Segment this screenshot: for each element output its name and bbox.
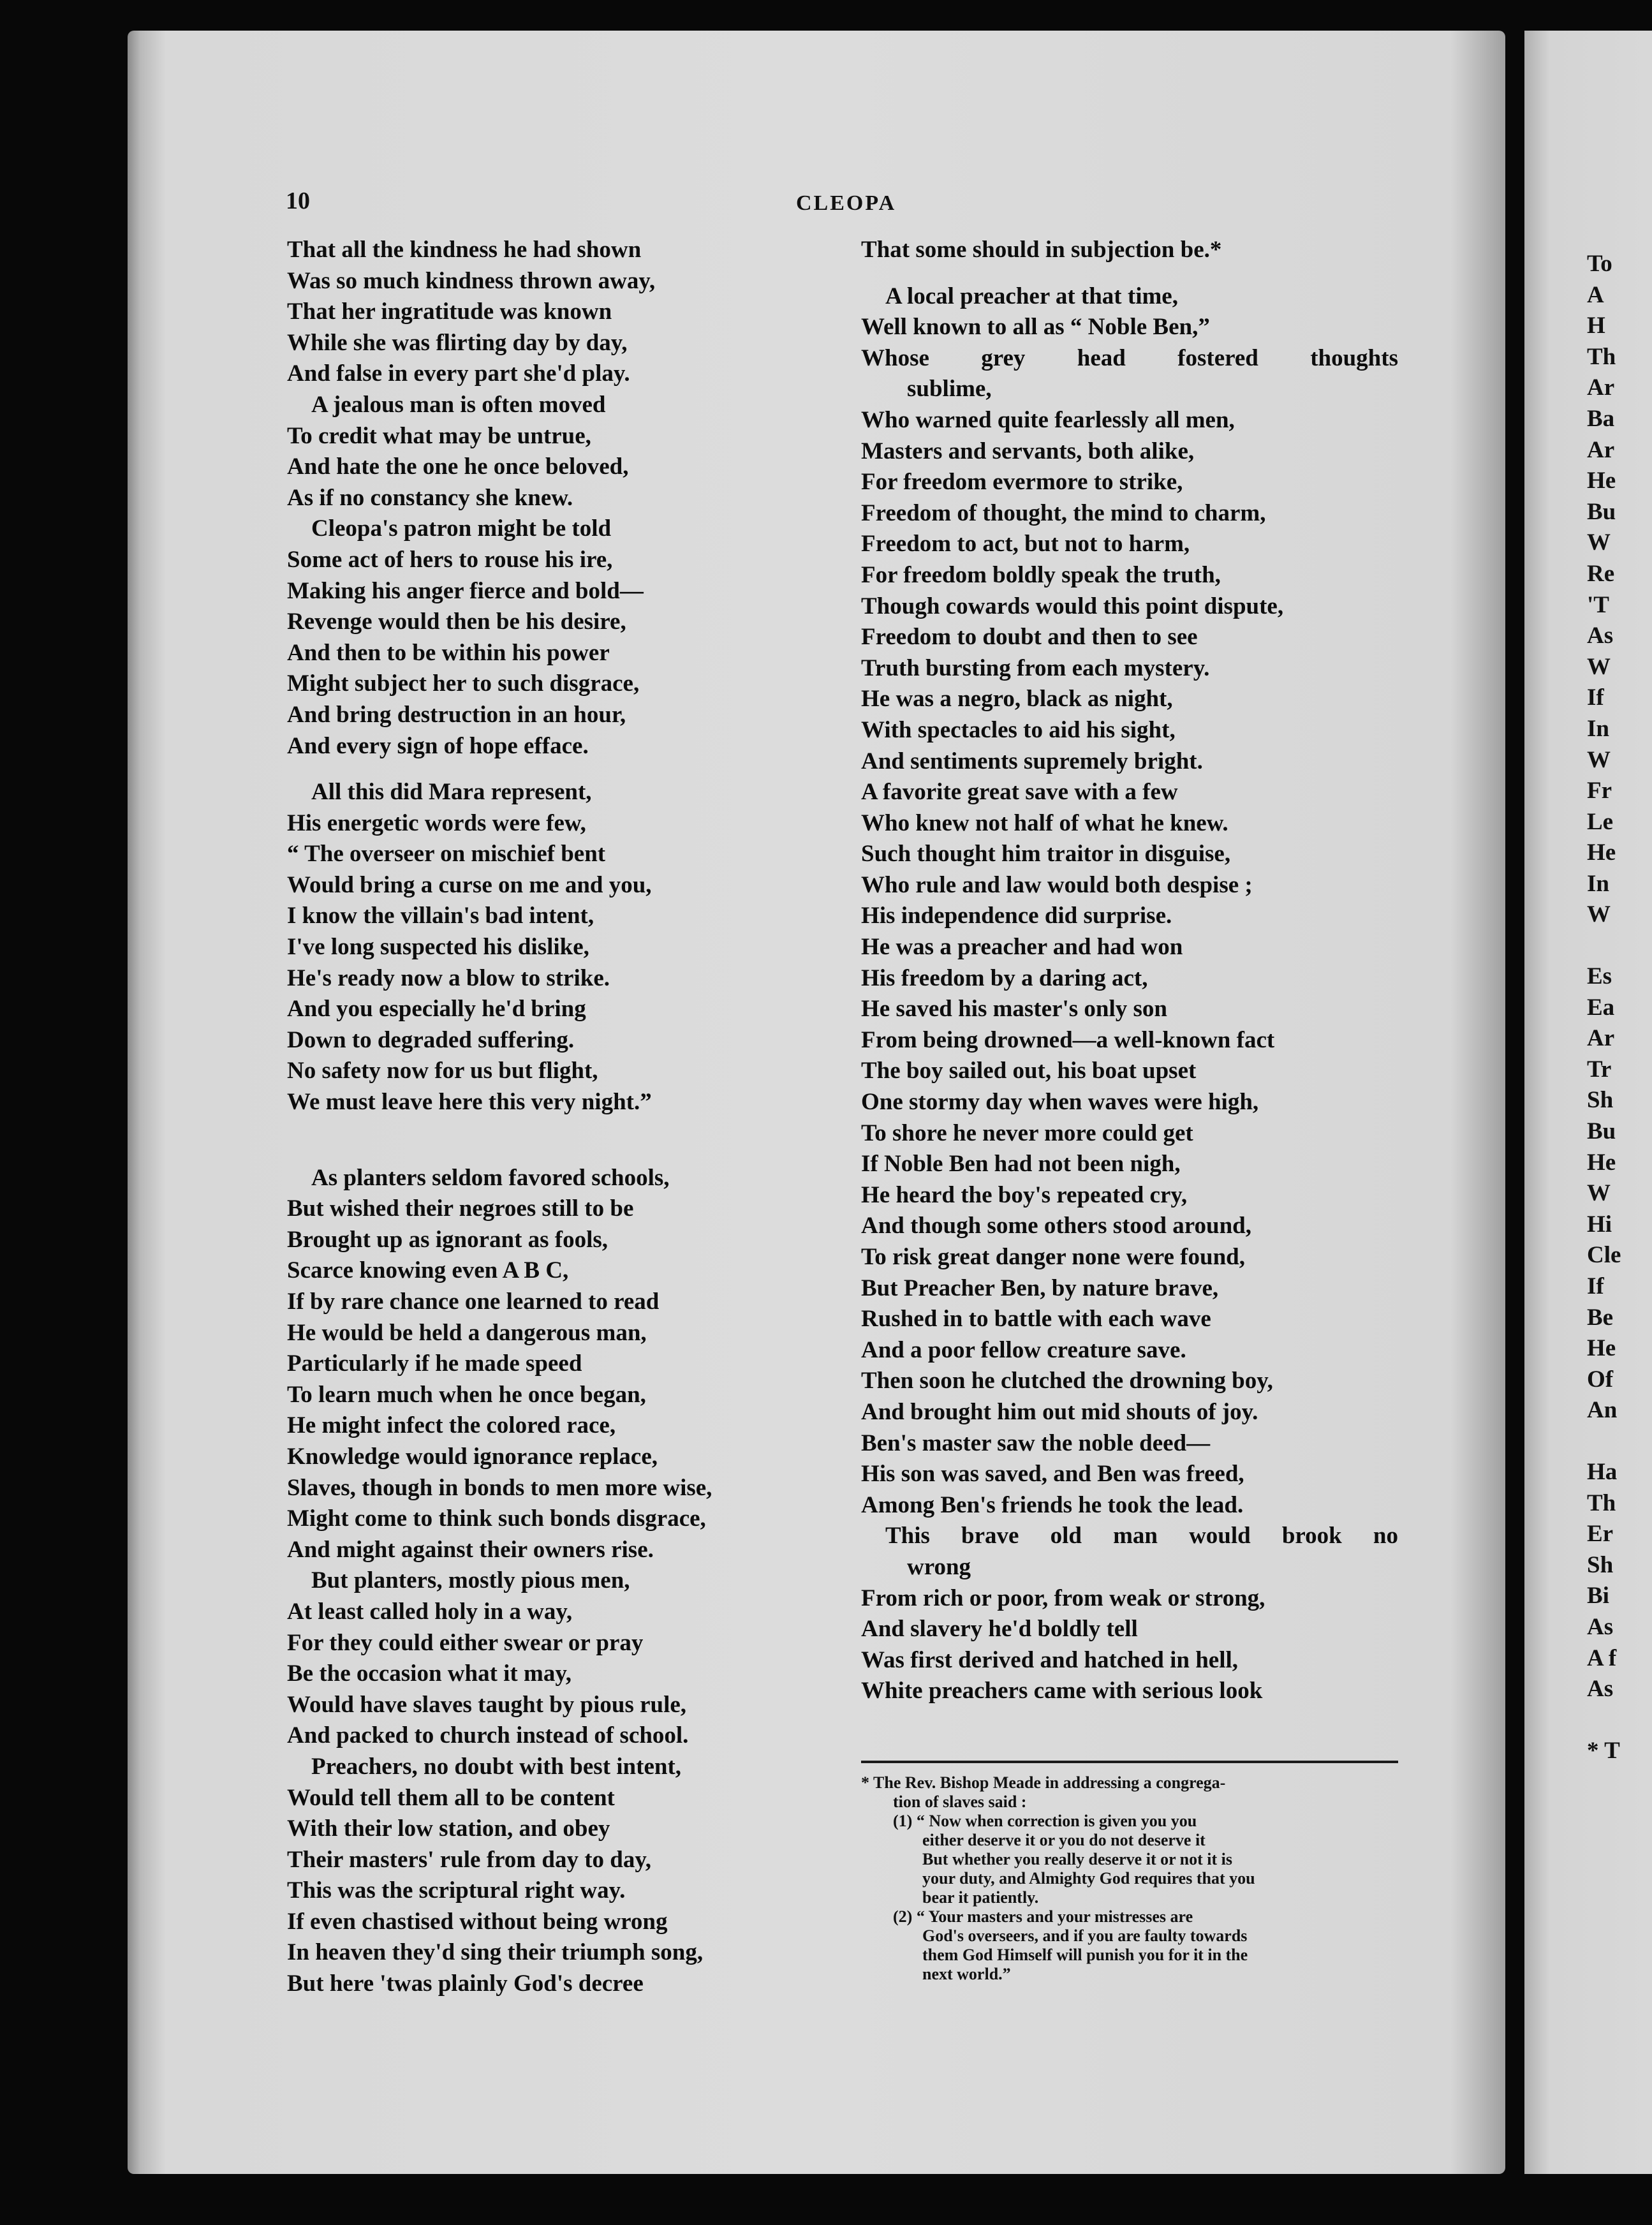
word: Whose <box>861 344 929 371</box>
poem-line: His energetic words were few, <box>287 809 586 836</box>
word: would <box>1189 1523 1251 1549</box>
poem-line: A local preacher at that time, <box>885 283 1178 309</box>
facing-page-fragment: Th <box>1587 343 1616 370</box>
poem-line <box>861 1521 1398 1552</box>
word: brave <box>961 1523 1019 1549</box>
poem-line: Well known to all as “ Noble Ben,” <box>861 314 1210 341</box>
facing-page-fragment: Ha <box>1587 1458 1618 1485</box>
stanza-gap <box>861 266 1410 281</box>
poem-line: To learn much when he once began, <box>287 1381 646 1408</box>
poem-line: One stormy day when waves were high, <box>861 1089 1259 1116</box>
footnote-line: * The Rev. Bishop Meade in addressing a congrega- <box>861 1773 1226 1792</box>
footnote-rule <box>861 1761 1398 1763</box>
facing-page-fragment: If <box>1587 684 1604 711</box>
poem-line: He might infect the colored race, <box>287 1412 616 1439</box>
facing-page-fragment: As <box>1587 1676 1614 1703</box>
poem-line: And bring destruction in an hour, <box>287 701 626 728</box>
poem-line: Might subject her to such disgrace, <box>287 670 640 697</box>
facing-page-fragment: Ea <box>1587 994 1615 1021</box>
poem-right-column <box>861 235 1410 1707</box>
poem-line: Freedom to doubt and then to see <box>861 624 1198 651</box>
poem-line: Preachers, no doubt with best intent, <box>311 1753 682 1780</box>
footnote-line: (1) “ Now when correction is given you you <box>893 1812 1197 1830</box>
poem-line: Ben's master saw the noble deed— <box>861 1430 1211 1456</box>
poem-line: Revenge would then be his desire, <box>287 609 626 635</box>
facing-page-fragment <box>1587 1426 1621 1457</box>
facing-page-fragment: As <box>1587 623 1614 649</box>
poem-line: But wished their negroes still to be <box>287 1195 634 1222</box>
facing-page-fragment <box>1587 931 1621 961</box>
facing-page-fragment: He <box>1587 839 1616 866</box>
facing-page-fragment: As <box>1587 1613 1614 1640</box>
poem-line: But here 'twas plainly God's decree <box>287 1970 644 1997</box>
facing-page-fragment: Bi <box>1587 1583 1609 1609</box>
poem-line: Rushed in to battle with each wave <box>861 1306 1211 1333</box>
poem-line: To credit what may be untrue, <box>287 422 591 449</box>
facing-page-fragment: Hi <box>1587 1211 1612 1238</box>
word: fostered <box>1177 344 1258 371</box>
poem-line: And you especially he'd bring <box>287 996 586 1023</box>
facing-page-fragment: Er <box>1587 1521 1614 1548</box>
facing-page-fragment: He <box>1587 1149 1616 1176</box>
poem-line: With their low station, and obey <box>287 1815 610 1842</box>
poem-line: His independence did surprise. <box>861 903 1172 929</box>
poem-line: But Preacher Ben, by nature brave, <box>861 1275 1219 1301</box>
poem-line: And then to be within his power <box>287 639 610 666</box>
poem-line: I know the villain's bad intent, <box>287 903 594 929</box>
poem-line: For freedom evermore to strike, <box>861 469 1183 496</box>
poem-line: That some should in subjection be.* <box>861 237 1222 263</box>
facing-page-fragment: Es <box>1587 963 1612 990</box>
poem-line: Was first derived and hatched in hell, <box>861 1646 1239 1673</box>
facing-page-fragment: Bu <box>1587 1118 1616 1145</box>
poem-line: Though cowards would this point dispute, <box>861 593 1284 619</box>
poem-line: Would bring a curse on me and you, <box>287 871 652 898</box>
facing-page-fragment: Of <box>1587 1366 1614 1393</box>
poem-line: Was so much kindness thrown away, <box>287 267 656 294</box>
facing-page-fragment: W <box>1587 529 1611 556</box>
poem-line: Knowledge would ignorance replace, <box>287 1443 658 1470</box>
poem-line: Scarce knowing even A B C, <box>287 1257 569 1284</box>
facing-page-fragment: Sh <box>1587 1087 1614 1114</box>
poem-line: That her ingratitude was known <box>287 299 612 325</box>
poem-line: Might come to think such bonds disgrace, <box>287 1505 706 1532</box>
poem-line: If even chastised without being wrong <box>287 1908 668 1935</box>
poem-line: Slaves, though in bonds to men more wise, <box>287 1474 712 1501</box>
poem-line: And every sign of hope efface. <box>287 732 589 759</box>
stanza-gap <box>287 762 836 777</box>
poem-line: Such thought him traitor in disguise, <box>861 841 1231 868</box>
poem-line: He's ready now a blow to strike. <box>287 965 610 991</box>
word: old <box>1050 1523 1082 1549</box>
footnote-line: next world.” <box>922 1965 1011 1983</box>
facing-page-fragment <box>1587 1705 1621 1736</box>
poem-line: If Noble Ben had not been nigh, <box>861 1151 1181 1178</box>
poem-line: Who knew not half of what he knew. <box>861 809 1228 836</box>
facing-page-fragment: Fr <box>1587 778 1612 804</box>
poem-line: Who rule and law would both despise ; <box>861 871 1253 898</box>
poem-line <box>861 343 1398 374</box>
poem-line: Then soon he clutched the drowning boy, <box>861 1368 1273 1394</box>
stanza-gap <box>287 1118 836 1163</box>
word: This <box>885 1523 930 1549</box>
poem-left-column <box>287 235 836 2000</box>
facing-page-fragment: Ar <box>1587 1025 1615 1052</box>
poem-line: A jealous man is often moved <box>311 391 606 418</box>
facing-page-fragment: Re <box>1587 560 1615 587</box>
facing-page-fragment: W <box>1587 653 1611 680</box>
poem-line: While she was flirting day by day, <box>287 329 628 356</box>
facing-page-fragment: W <box>1587 901 1611 928</box>
facing-page-fragment: Sh <box>1587 1551 1614 1578</box>
poem-line: And might against their owners rise. <box>287 1536 654 1563</box>
poem-line: Would tell them all to be content <box>287 1784 615 1811</box>
poem-line: Freedom of thought, the mind to charm, <box>861 499 1266 526</box>
facing-page-fragment: Ar <box>1587 436 1615 463</box>
poem-line: His son was saved, and Ben was freed, <box>861 1461 1244 1488</box>
poem-line: As planters seldom favored schools, <box>311 1164 670 1191</box>
facing-page-fragment: To <box>1587 251 1612 277</box>
poem-line: Down to degraded suffering. <box>287 1026 575 1053</box>
facing-page-fragment: Th <box>1587 1489 1616 1516</box>
poem-line: All this did Mara represent, <box>311 779 592 806</box>
poem-line: And a poor fellow creature save. <box>861 1336 1186 1363</box>
poem-line: He heard the boy's repeated cry, <box>861 1181 1188 1208</box>
facing-page-fragment: If <box>1587 1273 1604 1299</box>
poem-line: That all the kindness he had shown <box>287 237 642 263</box>
facing-page-fragment: A f <box>1587 1645 1617 1671</box>
poem-line: Truth bursting from each mystery. <box>861 654 1210 681</box>
word: thoughts <box>1310 344 1398 371</box>
poem-line: For they could either swear or pray <box>287 1629 644 1656</box>
poem-line: Particularly if he made speed <box>287 1350 582 1377</box>
facing-page-fragment: 'T <box>1587 591 1609 618</box>
poem-line: And false in every part she'd play. <box>287 360 630 387</box>
page-number: 10 <box>286 188 310 214</box>
facing-page-fragment: W <box>1587 1180 1611 1207</box>
poem-line: But planters, mostly pious men, <box>311 1567 630 1594</box>
poem-line: In heaven they'd sing their triumph song, <box>287 1939 704 1966</box>
word: head <box>1077 344 1126 371</box>
poem-line: Masters and servants, both alike, <box>861 438 1195 464</box>
poem-line: White preachers came with serious look <box>861 1678 1263 1704</box>
poem-line: To risk great danger none were found, <box>861 1244 1245 1270</box>
word: brook <box>1281 1523 1342 1549</box>
poem-line: Who warned quite fearlessly all men, <box>861 406 1235 433</box>
facing-page-fragment: Bu <box>1587 498 1616 525</box>
poem-line: From rich or poor, from weak or strong, <box>861 1585 1265 1611</box>
poem-line: To shore he never more could get <box>861 1120 1193 1146</box>
facing-page-fragment: Le <box>1587 808 1614 835</box>
poem-line: He was a preacher and had won <box>861 934 1183 961</box>
facing-page-fragment: Cle <box>1587 1242 1621 1269</box>
word: no <box>1373 1523 1398 1549</box>
facing-page-fragment: H <box>1587 313 1605 339</box>
facing-page-fragment: In <box>1587 715 1609 742</box>
poem-line: His freedom by a daring act, <box>861 965 1148 991</box>
facing-page-fragment: In <box>1587 870 1609 897</box>
poem-line: And sentiments supremely bright. <box>861 748 1203 774</box>
poem-line: Their masters' rule from day to day, <box>287 1846 652 1873</box>
word: grey <box>981 344 1026 371</box>
facing-page-fragment: * T <box>1587 1737 1620 1764</box>
poem-line: He saved his master's only son <box>861 996 1168 1023</box>
poem-line: sublime, <box>907 376 992 403</box>
footnote-line: either deserve it or you do not deserve it <box>922 1831 1206 1849</box>
footnote-line: them God Himself will punish you for it in the <box>922 1946 1248 1964</box>
footnote-line: tion of slaves said : <box>893 1793 1027 1811</box>
poem-line: And packed to church instead of school. <box>287 1722 689 1749</box>
poem-line: And hate the one he once beloved, <box>287 454 629 480</box>
poem-line: At least called holy in a way, <box>287 1598 573 1625</box>
poem-line: He was a negro, black as night, <box>861 686 1173 713</box>
poem-line: Making his anger fierce and bold— <box>287 577 644 604</box>
poem-line: He would be held a dangerous man, <box>287 1319 647 1346</box>
facing-page-fragment: He <box>1587 468 1616 494</box>
poem-line: The boy sailed out, his boat upset <box>861 1058 1197 1084</box>
footnote-line: your duty, and Almighty God requires that you <box>922 1869 1255 1888</box>
facing-page-fragment: Ba <box>1587 405 1615 432</box>
poem-line: Be the occasion what it may, <box>287 1660 572 1687</box>
poem-line: If by rare chance one learned to read <box>287 1289 660 1315</box>
poem-line: I've long suspected his dislike, <box>287 934 589 961</box>
poem-line: As if no constancy she knew. <box>287 484 573 511</box>
poem-line: A favorite great save with a few <box>861 779 1178 806</box>
facing-page-fragment: Be <box>1587 1304 1614 1331</box>
poem-line: With spectacles to aid his sight, <box>861 716 1176 743</box>
running-title: CLEOPA <box>796 191 897 215</box>
word: man <box>1113 1523 1158 1549</box>
poem-line: wrong <box>907 1553 971 1580</box>
facing-page-fragment: He <box>1587 1335 1616 1362</box>
poem-line: Among Ben's friends he took the lead. <box>861 1491 1244 1518</box>
poem-line: We must leave here this very night.” <box>287 1089 652 1116</box>
facing-page-text-edge <box>1587 249 1621 1766</box>
poem-line: And slavery he'd boldly tell <box>861 1616 1138 1643</box>
poem-line: This was the scriptural right way. <box>287 1877 626 1904</box>
poem-line: For freedom boldly speak the truth, <box>861 561 1221 588</box>
footnote-line: (2) “ Your masters and your mistresses are <box>893 1907 1193 1926</box>
poem-line: Brought up as ignorant as fools, <box>287 1226 608 1253</box>
facing-page-fragment: An <box>1587 1397 1618 1424</box>
poem-line: Cleopa's patron might be told <box>311 515 612 542</box>
poem-line: And brought him out mid shouts of joy. <box>861 1398 1258 1425</box>
footnote-line: But whether you really deserve it or not it is <box>922 1850 1233 1868</box>
footnote-line: God's overseers, and if you are faulty towards <box>922 1926 1248 1945</box>
facing-page-fragment: Ar <box>1587 374 1615 401</box>
facing-page-fragment: A <box>1587 281 1604 308</box>
footnote-line: bear it patiently. <box>922 1888 1039 1907</box>
poem-line: From being drowned—a well-known fact <box>861 1026 1275 1053</box>
poem-line: And though some others stood around, <box>861 1213 1251 1239</box>
poem-line: “ The overseer on mischief bent <box>287 841 606 868</box>
facing-page-fragment: Tr <box>1587 1056 1612 1083</box>
poem-line: Would have slaves taught by pious rule, <box>287 1691 687 1718</box>
footnote <box>861 1773 1398 1984</box>
facing-page-fragment: W <box>1587 746 1611 773</box>
poem-line: Freedom to act, but not to harm, <box>861 531 1190 558</box>
poem-line: Some act of hers to rouse his ire, <box>287 546 613 573</box>
poem-line: No safety now for us but flight, <box>287 1058 598 1084</box>
